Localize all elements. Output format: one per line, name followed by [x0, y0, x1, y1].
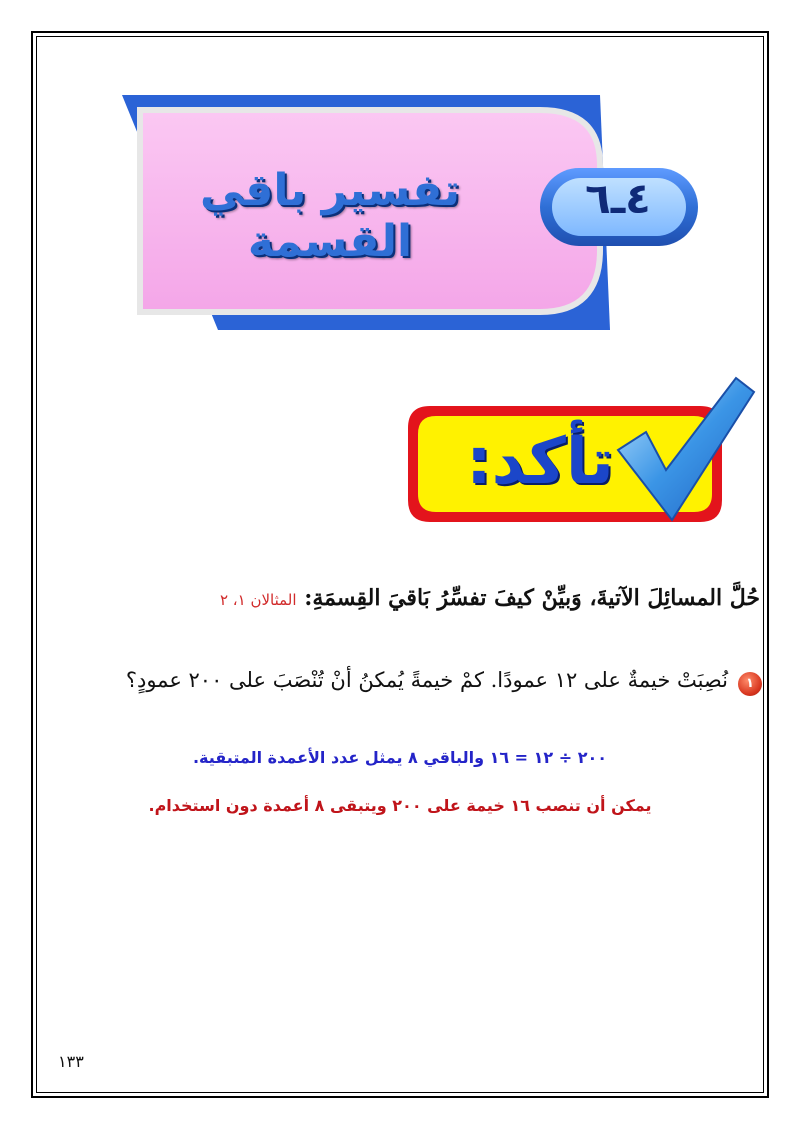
- lesson-title: تفسير باقي القسمة: [200, 165, 460, 267]
- answer-line-1: ٢٠٠ ÷ ١٢ = ١٦ والباقي ٨ يمثل عدد الأعمدة المتبقية.: [192, 748, 608, 767]
- check-title: تأكد:: [466, 425, 614, 499]
- question-number-badge: ١: [738, 672, 762, 696]
- instruction-text: حُلَّ المسائِلَ الآتيةَ، وَبيِّنْ كيفَ تفسِّرُ بَاقيَ القِسمَةِ:: [304, 585, 760, 611]
- question-text: نُصِبَتْ خيمةٌ على ١٢ عمودًا. كمْ خيمةً يُمكنُ أنْ تُنْصَبَ على ٢٠٠ عمودٍ؟: [125, 668, 728, 692]
- page-number: ١٣٣: [58, 1052, 84, 1071]
- examples-reference: المثالان ١، ٢: [219, 591, 297, 609]
- instruction-line: [40, 585, 760, 611]
- lesson-banner: [0, 0, 800, 340]
- answer-line-2: يمكن أن تنصب ١٦ خيمة على ٢٠٠ ويتبقى ٨ أعمدة دون استخدام.: [148, 796, 652, 815]
- lesson-number: ٤ـ٦: [585, 174, 651, 223]
